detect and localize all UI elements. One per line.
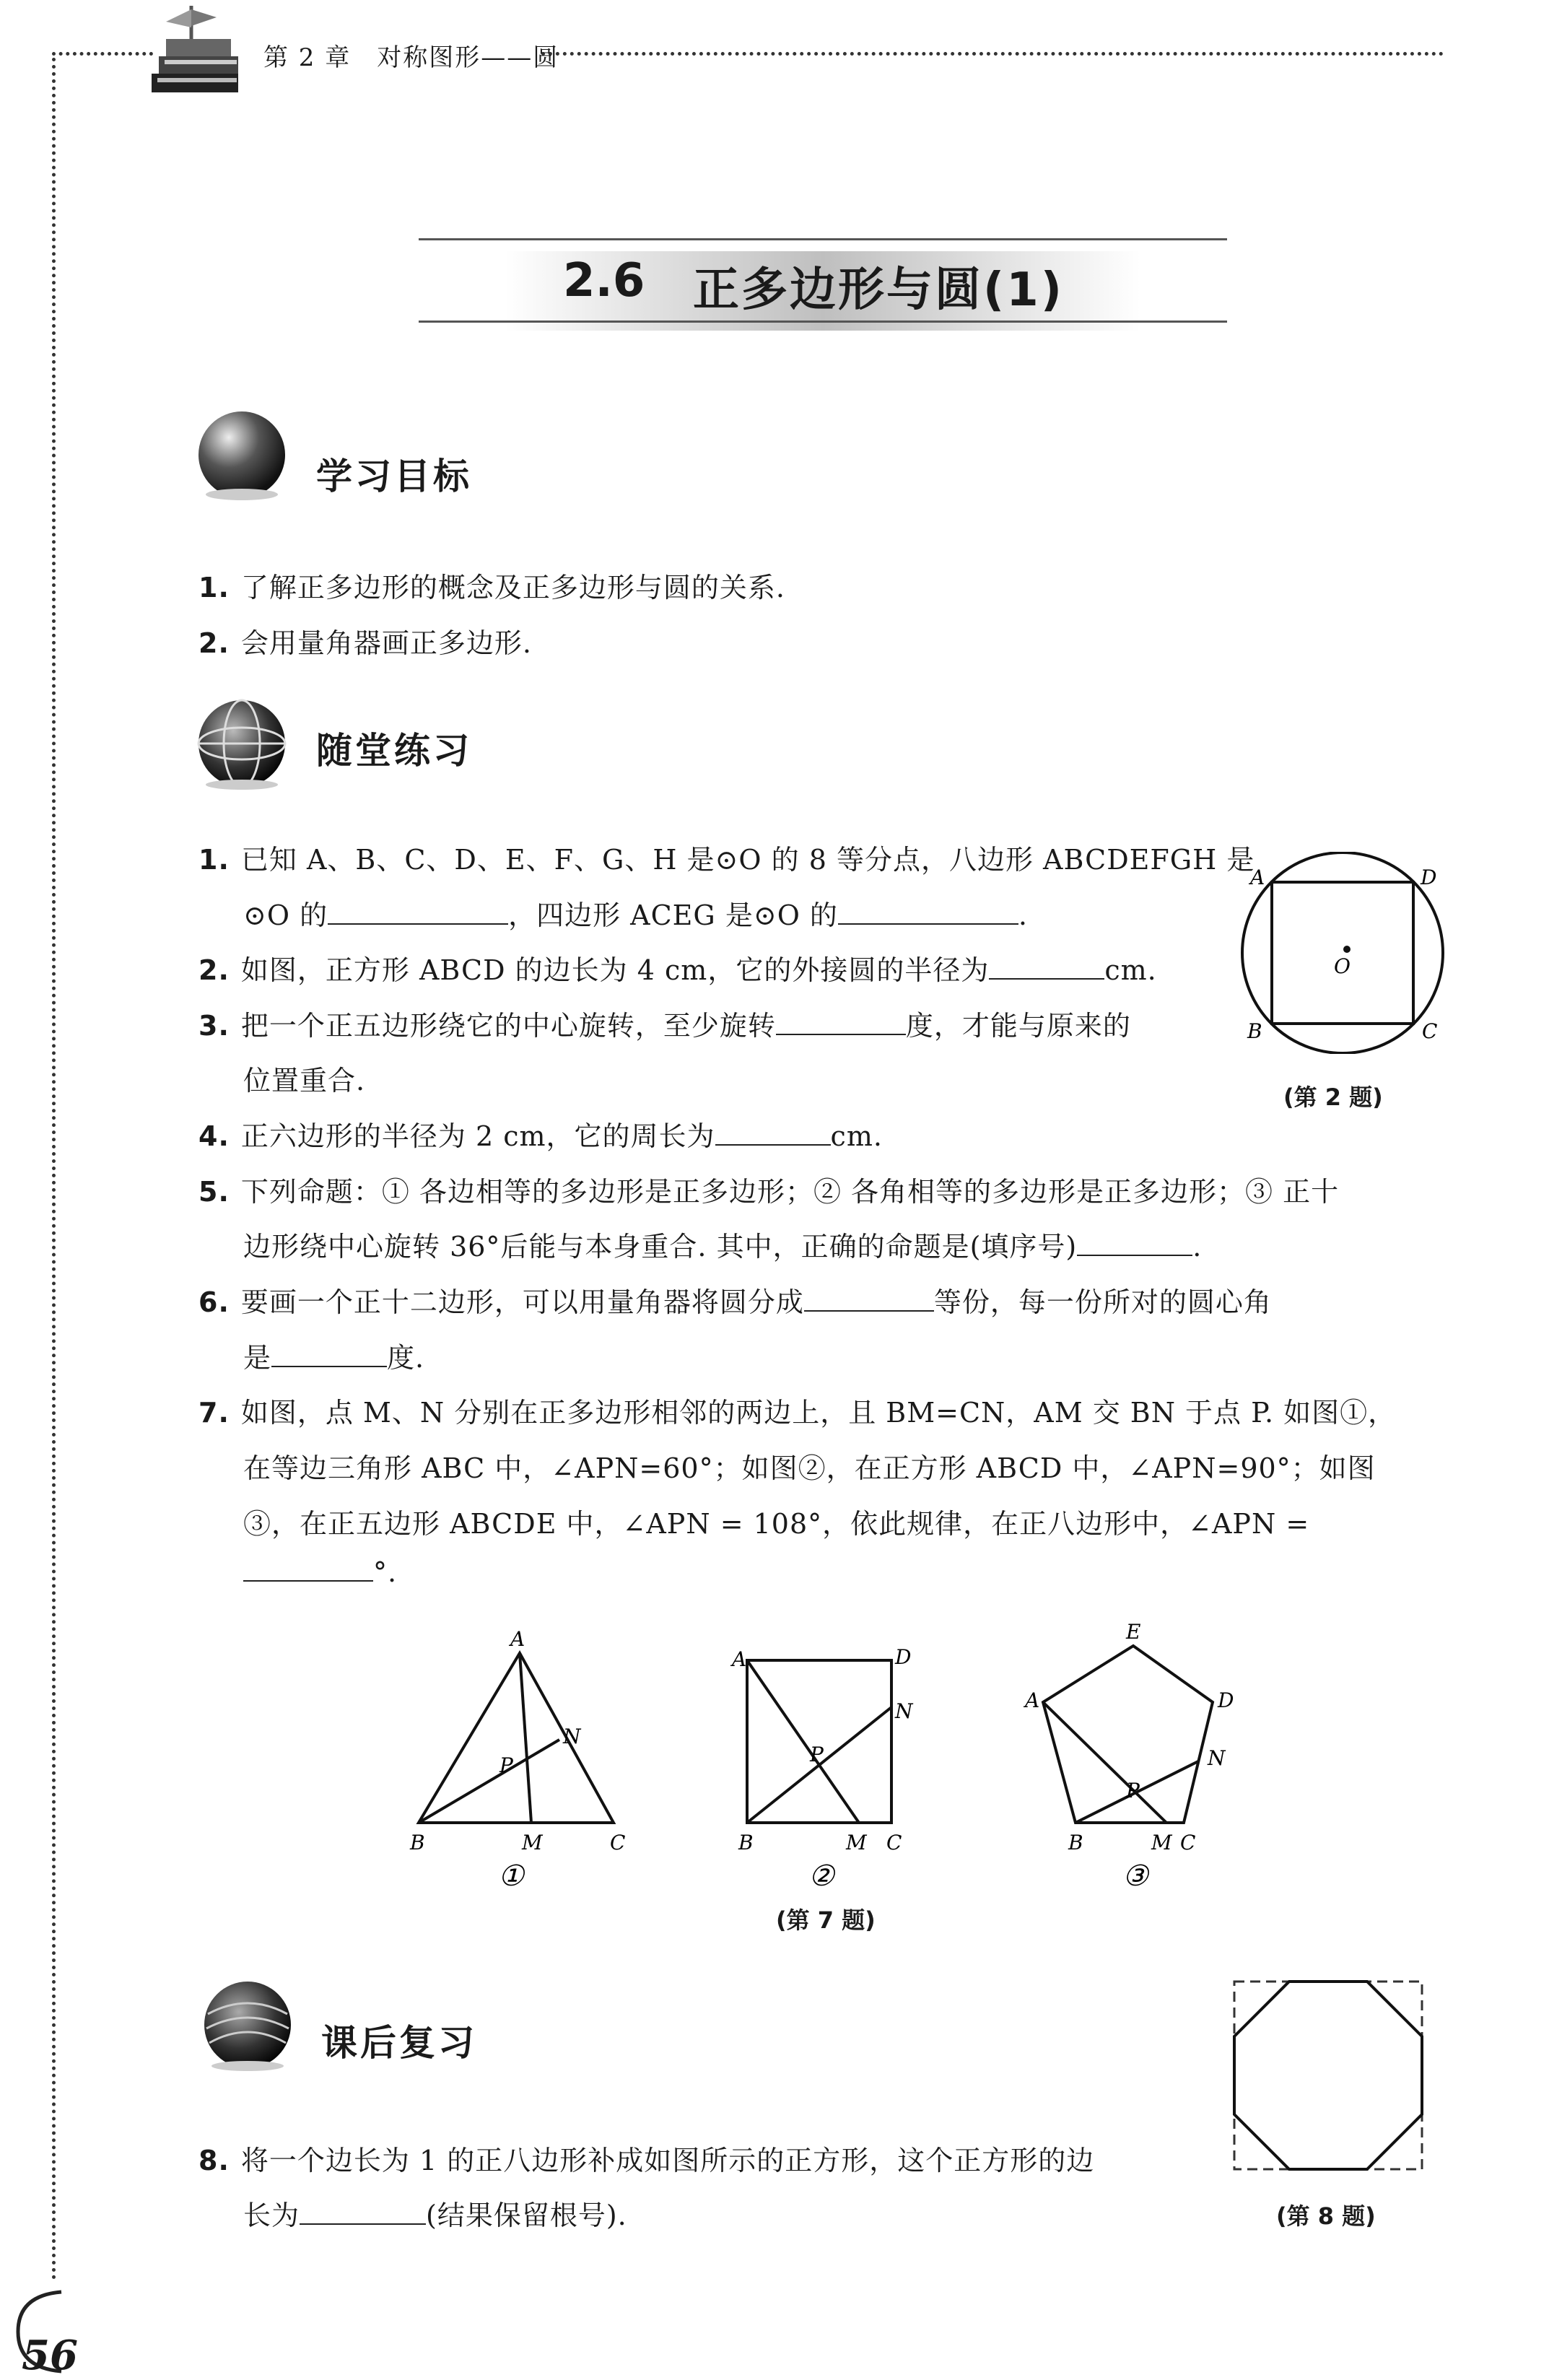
svg-text:D: D (1218, 1688, 1234, 1712)
page-number: 56 (22, 2332, 78, 2379)
svg-text:C: C (1180, 1831, 1196, 1854)
figure-2-square-in-circle (1227, 852, 1458, 1054)
question-7-line-2: 在等边三角形 ABC 中，∠APN=60°；如图②，在正方形 ABCD 中，∠APN=90°；如图 (243, 1452, 1376, 1484)
svg-text:C: C (610, 1831, 626, 1854)
goal-item: 2. 会用量角器画正多边形. (198, 627, 532, 659)
svg-text:A: A (732, 1647, 747, 1671)
title-rule-top (419, 238, 1227, 240)
figure-7-square (730, 1645, 914, 1893)
svg-text:B: B (738, 1831, 754, 1854)
chapter-header: 第 2 章 对称图形——圆 (263, 43, 559, 72)
question-8-line-2: 长为 (结果保留根号). (243, 2200, 627, 2231)
section-number: 2.6 (563, 254, 645, 308)
title-rule-bottom (419, 321, 1227, 323)
page-margin-dotted-line (52, 58, 56, 2281)
answer-blank[interactable] (715, 1123, 831, 1146)
question-2: 2. 如图，正方形 ABCD 的边长为 4 cm，它的外接圆的半径为 cm. (198, 954, 1157, 986)
answer-blank[interactable] (804, 1289, 934, 1312)
figure-7-polygons (390, 1617, 1278, 1927)
figure-2-caption: (第 2 题) (1283, 1084, 1383, 1111)
answer-blank[interactable] (328, 902, 508, 925)
section-title-practice: 随堂练习 (316, 730, 472, 772)
figure-7-pentagon (1023, 1620, 1234, 1893)
svg-text:P: P (499, 1753, 513, 1777)
goal-item: 1. 了解正多边形的概念及正多边形与圆的关系. (198, 572, 785, 603)
books-icon (137, 6, 245, 100)
question-5-line-1: 5. 下列命题：① 各边相等的多边形是正多边形；② 各角相等的多边形是正多边形；③ 正十 (198, 1176, 1340, 1208)
label-A: A (1250, 866, 1265, 889)
goals-sphere-icon (195, 408, 289, 502)
svg-text:N: N (895, 1699, 913, 1723)
figure-8-caption: (第 8 题) (1276, 2202, 1376, 2230)
svg-text:C: C (886, 1831, 902, 1854)
section-title-goals: 学习目标 (316, 455, 472, 497)
label-B: B (1247, 1019, 1262, 1043)
label-O: O (1334, 954, 1351, 978)
question-7-line-1: 7. 如图，点 M、N 分别在正多边形相邻的两边上，且 BM=CN，AM 交 BN 于点 P. 如图①， (198, 1397, 1397, 1429)
svg-text:B: B (410, 1831, 425, 1854)
page-title: 正多边形与圆(1) (693, 263, 1065, 317)
question-3-line-2: 位置重合. (243, 1065, 366, 1097)
question-7-line-3: ③，在正五边形 ABCDE 中，∠APN = 108°，依此规律，在正八边形中，∠APN = (243, 1508, 1310, 1540)
subfigure-label-1: ① (498, 1860, 524, 1893)
figure-8-octagon-in-square (1231, 1978, 1426, 2173)
figure-7-triangle (409, 1627, 625, 1893)
answer-blank[interactable] (776, 1012, 906, 1035)
svg-text:P: P (810, 1743, 824, 1766)
subfigure-label-2: ② (808, 1860, 834, 1893)
answer-blank[interactable] (989, 956, 1104, 980)
answer-blank[interactable] (1077, 1233, 1192, 1256)
practice-globe-icon (195, 697, 289, 790)
svg-text:A: A (1025, 1688, 1040, 1712)
svg-text:E: E (1126, 1620, 1141, 1644)
section-title-review: 课后复习 (321, 2022, 477, 2064)
svg-text:N: N (1208, 1746, 1226, 1770)
answer-blank[interactable] (271, 1344, 387, 1367)
question-5-line-2: 边形绕中心旋转 36°后能与本身重合. 其中，正确的命题是(填序号) . (243, 1231, 1203, 1263)
svg-text:M: M (846, 1831, 867, 1854)
label-C: C (1422, 1019, 1438, 1043)
figure-7-caption: (第 7 题) (776, 1906, 876, 1934)
question-8-line-1: 8. 将一个边长为 1 的正八边形补成如图所示的正方形，这个正方形的边 (198, 2145, 1095, 2176)
svg-text:M: M (1151, 1831, 1172, 1854)
review-sphere-icon (201, 1978, 294, 2072)
question-7-line-4: °. (243, 1556, 397, 1588)
svg-text:A: A (510, 1627, 525, 1651)
answer-blank[interactable] (300, 2202, 426, 2225)
answer-blank[interactable] (243, 1559, 373, 1582)
svg-text:M: M (522, 1831, 543, 1854)
label-D: D (1421, 866, 1437, 889)
question-3-line-1: 3. 把一个正五边形绕它的中心旋转，至少旋转 度，才能与原来的 (198, 1010, 1131, 1042)
header-dotted-line (541, 52, 1444, 56)
question-6-line-2: 是 度. (243, 1342, 425, 1374)
question-1-line-1: 1. 已知 A、B、C、D、E、F、G、H 是⊙O 的 8 等分点，八边形 ABCDEFGH 是 (198, 844, 1255, 876)
question-4: 4. 正六边形的半径为 2 cm，它的周长为 cm. (198, 1120, 883, 1152)
svg-text:N: N (563, 1725, 581, 1748)
subfigure-label-3: ③ (1122, 1860, 1148, 1893)
question-6-line-1: 6. 要画一个正十二边形，可以用量角器将圆分成 等份，每一份所对的圆心角 (198, 1286, 1272, 1318)
svg-text:P: P (1126, 1779, 1140, 1803)
svg-text:D: D (895, 1645, 912, 1669)
answer-blank[interactable] (838, 902, 1018, 925)
svg-text:B: B (1068, 1831, 1083, 1854)
question-1-line-2: ⊙O 的 ，四边形 ACEG 是⊙O 的 . (243, 899, 1029, 931)
